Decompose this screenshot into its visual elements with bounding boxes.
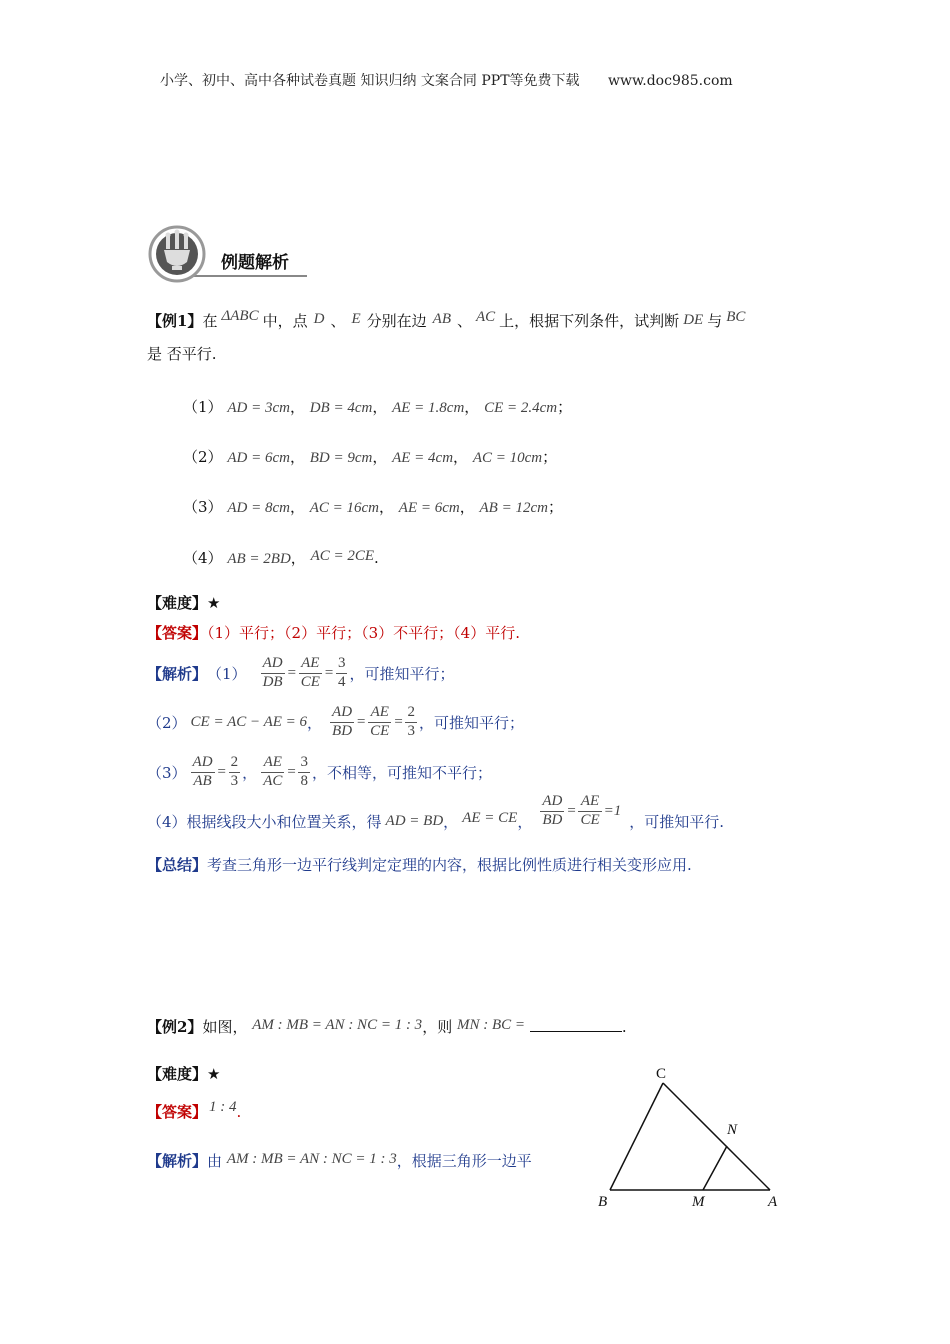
analysis-prefix: （1）	[207, 664, 247, 683]
ex2-q-b: ，则	[422, 1018, 453, 1036]
ex2-question	[147, 1016, 627, 1037]
ex1-q-c: 、	[330, 312, 346, 330]
section-banner	[147, 222, 317, 286]
ex2-analysis	[147, 1150, 532, 1171]
ex1-side-ac: AC	[476, 309, 496, 325]
condition-end: ；	[557, 398, 573, 416]
numerator: AE	[299, 655, 322, 673]
difficulty-label: 【难度】	[147, 1065, 208, 1083]
answer-text: （1）平行；（2）平行；（3）不平行；（4）平行.	[207, 624, 520, 642]
ex1-answer	[147, 622, 520, 643]
condition-item: BD = 9cm	[309, 450, 373, 466]
summary-text: 考查三角形一边平行线判定定理的内容，根据比例性质进行相关变形应用.	[207, 856, 692, 874]
numerator: 2	[405, 704, 417, 722]
fraction	[261, 655, 285, 691]
answer-label: 【答案】	[147, 624, 208, 642]
ex1-analysis-4: （4）根据线段大小和位置关系，得 AD = BD ， AE = CE ， $\frac{AD}{BD}$ = $\frac{AE}{CE}$ = 1 ，可推知平行.	[147, 793, 725, 831]
segment-mn	[703, 1146, 727, 1190]
numerator: AD	[261, 655, 285, 673]
ex2-q-a: 如图，	[202, 1018, 248, 1036]
fraction-value: 1	[613, 802, 622, 819]
condition-item: AE = 4cm	[392, 450, 454, 466]
fraction	[261, 754, 284, 790]
analysis-text: ，根据三角形一边平	[396, 1152, 532, 1170]
condition-item: CE = 2.4cm	[484, 400, 558, 416]
denominator: AC	[263, 772, 283, 789]
ex1-analysis-3: （3） $\frac{AD}{AB}$ = $\frac{2}{3}$ ， $\frac{AE}{AC}$ = $\frac{3}{8}$ ，不相等，可推知不平行；	[147, 754, 492, 789]
ex1-q-e: 、	[456, 312, 472, 330]
side-ca	[663, 1083, 770, 1190]
ex1-seg-bc: BC	[726, 309, 746, 325]
ex1-q-d: 分别在边	[366, 312, 427, 330]
denominator: 3	[230, 772, 239, 789]
numerator: 3	[298, 754, 310, 772]
fraction	[191, 754, 215, 790]
fraction	[368, 704, 391, 740]
ex1-analysis-1: 【解析】 （1） $\frac{AD}{DB}$ = $\frac{AE}{CE}$ = $\frac{3}{4}$ ，可推知平行；	[147, 655, 455, 690]
difficulty-stars: ★	[207, 594, 221, 612]
analysis-tail: ，不相等，可推知不平行；	[311, 763, 492, 782]
ex1-condition-2: （2） AD = 6cm， BD = 9cm， AE = 4cm， AC = 10cm；	[183, 448, 558, 466]
condition-item: AE = 6cm	[398, 500, 460, 516]
ex1-question-line2: 是 否平行.	[147, 345, 217, 363]
ex2-answer	[147, 1101, 241, 1122]
denominator: DB	[262, 673, 283, 690]
ex2-difficulty	[147, 1063, 220, 1084]
fraction	[298, 754, 310, 790]
analysis-text: 由	[207, 1152, 223, 1170]
label-c: C	[656, 1066, 667, 1082]
numerator: 3	[336, 655, 348, 673]
condition-end: .	[374, 549, 379, 567]
fraction	[299, 655, 322, 691]
denominator: BD	[332, 722, 353, 739]
numerator: AE	[261, 754, 284, 772]
answer-value: 1 : 4	[209, 1099, 237, 1115]
condition-item: AB = 2BD	[227, 551, 291, 567]
ex1-summary	[147, 854, 692, 875]
ex1-q-b: 中，点	[262, 312, 308, 330]
condition-item: DB = 4cm	[309, 400, 373, 416]
analysis-prefix: （3）	[147, 763, 187, 782]
condition-item: AD = 3cm	[227, 400, 290, 416]
condition-item: AD = 8cm	[227, 500, 290, 516]
ex1-point-e: E	[351, 311, 361, 327]
condition-end: ；	[542, 448, 558, 466]
fraction	[405, 704, 417, 740]
denominator: CE	[370, 722, 390, 739]
answer-end: .	[236, 1103, 242, 1121]
numerator: 2	[229, 754, 241, 772]
numerator: AD	[330, 704, 354, 722]
analysis-prefix: （4）根据线段大小和位置关系，得	[147, 812, 382, 831]
ex2-ask: MN : BC =	[456, 1017, 526, 1033]
answer-label: 【答案】	[147, 1103, 208, 1121]
fraction	[229, 754, 241, 790]
analysis-equation: AE = CE	[462, 809, 518, 826]
denominator: CE	[580, 811, 600, 828]
ex1-side-ab: AB	[432, 311, 451, 327]
ex2-ratio: AM : MB = AN : NC = 1 : 3	[252, 1017, 423, 1033]
difficulty-label: 【难度】	[147, 594, 208, 612]
condition-item: AE = 1.8cm	[392, 400, 465, 416]
summary-label: 【总结】	[147, 856, 208, 874]
analysis-tail: ，可推知平行；	[349, 664, 455, 683]
page-header	[160, 70, 733, 90]
analysis-equation: AD = BD	[385, 812, 444, 829]
condition-item: AC = 10cm	[472, 450, 543, 466]
ex1-point-d: D	[313, 311, 325, 327]
ex1-analysis-2: （2） CE = AC − AE = 6 ， $\frac{AD}{BD}$ = $\frac{AE}{CE}$ = $\frac{2}{3}$ ，可推知平行；	[147, 704, 524, 739]
numerator: AE	[578, 793, 601, 811]
ex1-tag: 【例1】	[147, 312, 203, 330]
condition-label: （4）	[183, 549, 223, 567]
analysis-ratio: AM : MB = AN : NC = 1 : 3	[226, 1151, 397, 1167]
fraction	[330, 704, 354, 740]
analysis-equation: CE = AC − AE = 6	[190, 713, 308, 730]
analysis-tail: ，可推知平行.	[629, 812, 725, 831]
ex1-condition-3: （3） AD = 8cm， AC = 16cm， AE = 6cm， AB = 12cm；	[183, 498, 563, 516]
numerator: AD	[540, 793, 564, 811]
fraction	[578, 793, 601, 829]
ex1-question-line1	[147, 310, 749, 331]
answer-blank[interactable]	[530, 1019, 622, 1032]
ex1-condition-4: （4） AB = 2BD， AC = 2CE.	[183, 548, 379, 567]
fraction	[336, 655, 348, 691]
label-m: M	[692, 1194, 705, 1210]
denominator: 8	[300, 772, 308, 789]
analysis-label: 【解析】	[147, 1152, 208, 1170]
label-a: A	[768, 1194, 778, 1210]
condition-end: ；	[547, 498, 563, 516]
denominator: AB	[193, 772, 212, 789]
ex2-q-end: .	[621, 1018, 627, 1036]
condition-label: （1）	[183, 398, 223, 416]
label-n: N	[727, 1122, 738, 1138]
section-title: 例题解析	[221, 253, 289, 273]
ex1-q-f: 上，根据下列条件，试判断	[499, 312, 680, 330]
denominator: 3	[407, 722, 415, 739]
difficulty-stars: ★	[207, 1065, 221, 1083]
fraction	[540, 793, 564, 829]
ex1-q-g: 与	[707, 312, 723, 330]
side-bc	[610, 1083, 663, 1190]
numerator: AE	[368, 704, 391, 722]
ex1-triangle: ΔABC	[221, 308, 259, 324]
numerator: AD	[191, 754, 215, 772]
header-url[interactable]: www.doc985.com	[607, 73, 733, 89]
analysis-label: 【解析】	[147, 664, 208, 683]
denominator: CE	[300, 673, 320, 690]
label-b: B	[598, 1194, 608, 1210]
ex1-q-a: 在	[202, 312, 218, 330]
ex1-condition-1: （1） AD = 3cm， DB = 4cm， AE = 1.8cm， CE = 2.4cm；	[183, 398, 573, 416]
header-text: 小学、初中、高中各种试卷真题 知识归纳 文案合同 PPT等免费下载	[160, 73, 580, 89]
triangle-figure	[590, 1060, 790, 1220]
condition-item: AC = 16cm	[309, 500, 379, 516]
ex1-seg-de: DE	[683, 312, 704, 328]
analysis-prefix: （2）	[147, 713, 187, 732]
ex2-tag: 【例2】	[147, 1018, 203, 1036]
condition-item: AD = 6cm	[227, 450, 290, 466]
condition-label: （2）	[183, 448, 223, 466]
condition-label: （3）	[183, 498, 223, 516]
condition-item: AC = 2CE	[310, 548, 375, 564]
condition-item: AB = 12cm	[479, 500, 548, 516]
denominator: BD	[542, 811, 563, 828]
analysis-tail: ，可推知平行；	[418, 713, 524, 732]
denominator: 4	[337, 673, 346, 690]
ex1-difficulty	[147, 592, 220, 613]
